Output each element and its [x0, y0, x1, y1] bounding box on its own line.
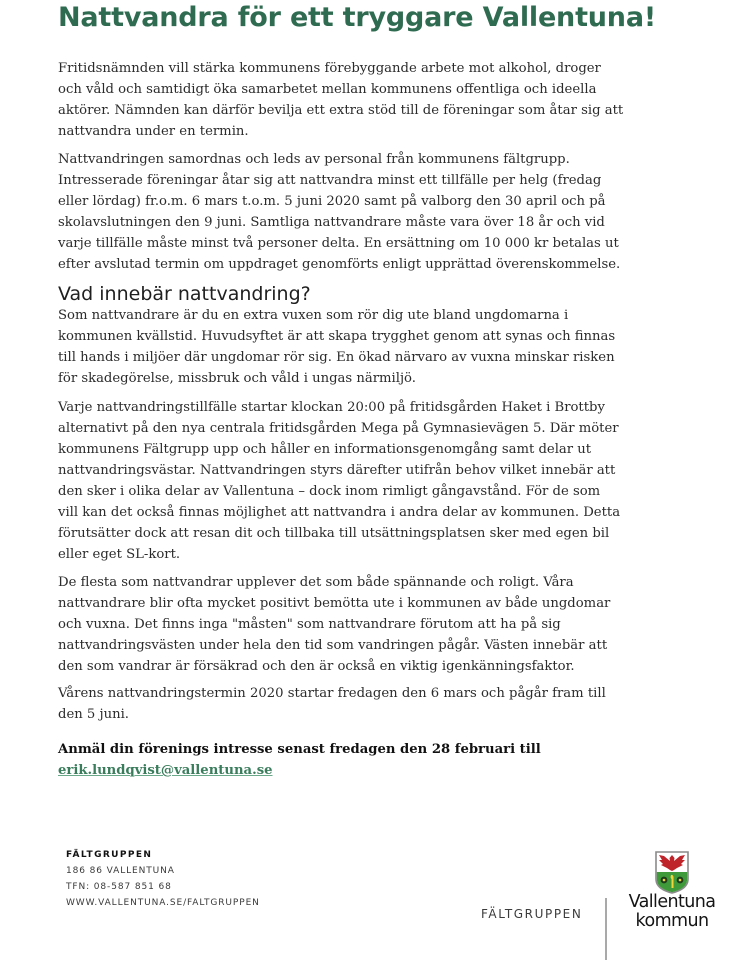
role-paragraph: Som nattvandrare är du en extra vuxen som rör dig ute bland ungdomarna i kommunen kvällstid. Huvudsyftet är att skapa trygghet genom att synas och finnas till hands i miljöer där ungdomar rör sig. En ökad närvaro av vuxna minskar risken för skadegörelse, missbruk och våld i ungas närmiljö. [58, 308, 616, 386]
intro-paragraph: Fritidsnämnden vill stärka kommunens förebyggande arbete mot alkohol, droger och våld och samtidigt öka samarbetet mellan kommunens offentliga och ideella aktörer. Nämnden kan därför bevilja ett extra stöd till de föreningar som åtar sig att nattvandra under en termin. [58, 61, 624, 139]
section-heading: Vad innebär nattvandring? [58, 283, 311, 305]
experience-paragraph: De flesta som nattvandrar upplever det som både spännande och roligt. Våra nattvandrare blir ofta mycket positivt bemötta ute i kommunen av både ungdomar och vuxna. Det finns inga "måsten" som nattvandrare förutom att ha på sig nattvandringsvästen under hela den tid som vandringen pågår. Västen innebär att den som vandrar är försäkrad och den är också en viktig igenkänningsfaktor. [58, 575, 611, 674]
logo-line-1: Vallentuna [628, 892, 716, 912]
contact-email-link[interactable]: erik.lundqvist@vallentuna.se [58, 763, 273, 778]
municipality-logo [622, 893, 722, 931]
call-to-action [58, 739, 638, 781]
vallentuna-coat-of-arms-icon [655, 851, 689, 894]
footer-divider [605, 898, 607, 960]
footer-address [66, 847, 260, 911]
address-web: WWW.VALLENTUNA.SE/FALTGRUPPEN [66, 898, 260, 908]
address-phone: TFN: 08-587 851 68 [66, 882, 172, 892]
address-org: FÄLTGRUPPEN [66, 850, 153, 860]
term-paragraph: Vårens nattvandringstermin 2020 startar fredagen den 6 mars och pågår fram till den 5 juni. [58, 686, 606, 722]
cta-text: Anmäl din förenings intresse senast fredagen den 28 februari till [58, 742, 541, 757]
department-label: FÄLTGRUPPEN [481, 907, 583, 921]
logo-line-2: kommun [635, 911, 709, 931]
coordination-paragraph: Nattvandringen samordnas och leds av personal från kommunens fältgrupp. Intresserade föreningar åtar sig att nattvandra minst ett tillfälle per helg (fredag eller lördag) fr.o.m. 6 mars t.o.m. 5 juni 2020 samt på valborg den 30 april och på skolavslutningen den 9 juni. Samtliga nattvandrare måste vara över 18 år och vid varje tillfälle måste minst två personer delta. En ersättning om 10 000 kr betalas ut efter avslutad termin om uppdraget genomförts enligt upprättad överenskommelse. [58, 152, 621, 272]
page-title: Nattvandra för ett tryggare Vallentuna! [58, 2, 656, 33]
schedule-paragraph: Varje nattvandringstillfälle startar klockan 20:00 på fritidsgården Haket i Brottby alternativt på den nya centrala fritidsgården Mega på Gymnasievägen 5. Där möter kommunens Fältgrupp upp och håller en informationsgenomgång samt delar ut nattvandringsvästar. Nattvandringen styrs därefter utifrån behov vilket innebär att den sker i olika delar av Vallentuna – dock inom rimligt gångavstånd. För de som vill kan det också finnas möjlighet att nattvandra i andra delar av kommunen. Detta förutsätter dock att resan dit och tillbaka till utsättningsplatsen sker med egen bil eller eget SL-kort. [58, 400, 621, 562]
address-postal: 186 86 VALLENTUNA [66, 866, 175, 876]
